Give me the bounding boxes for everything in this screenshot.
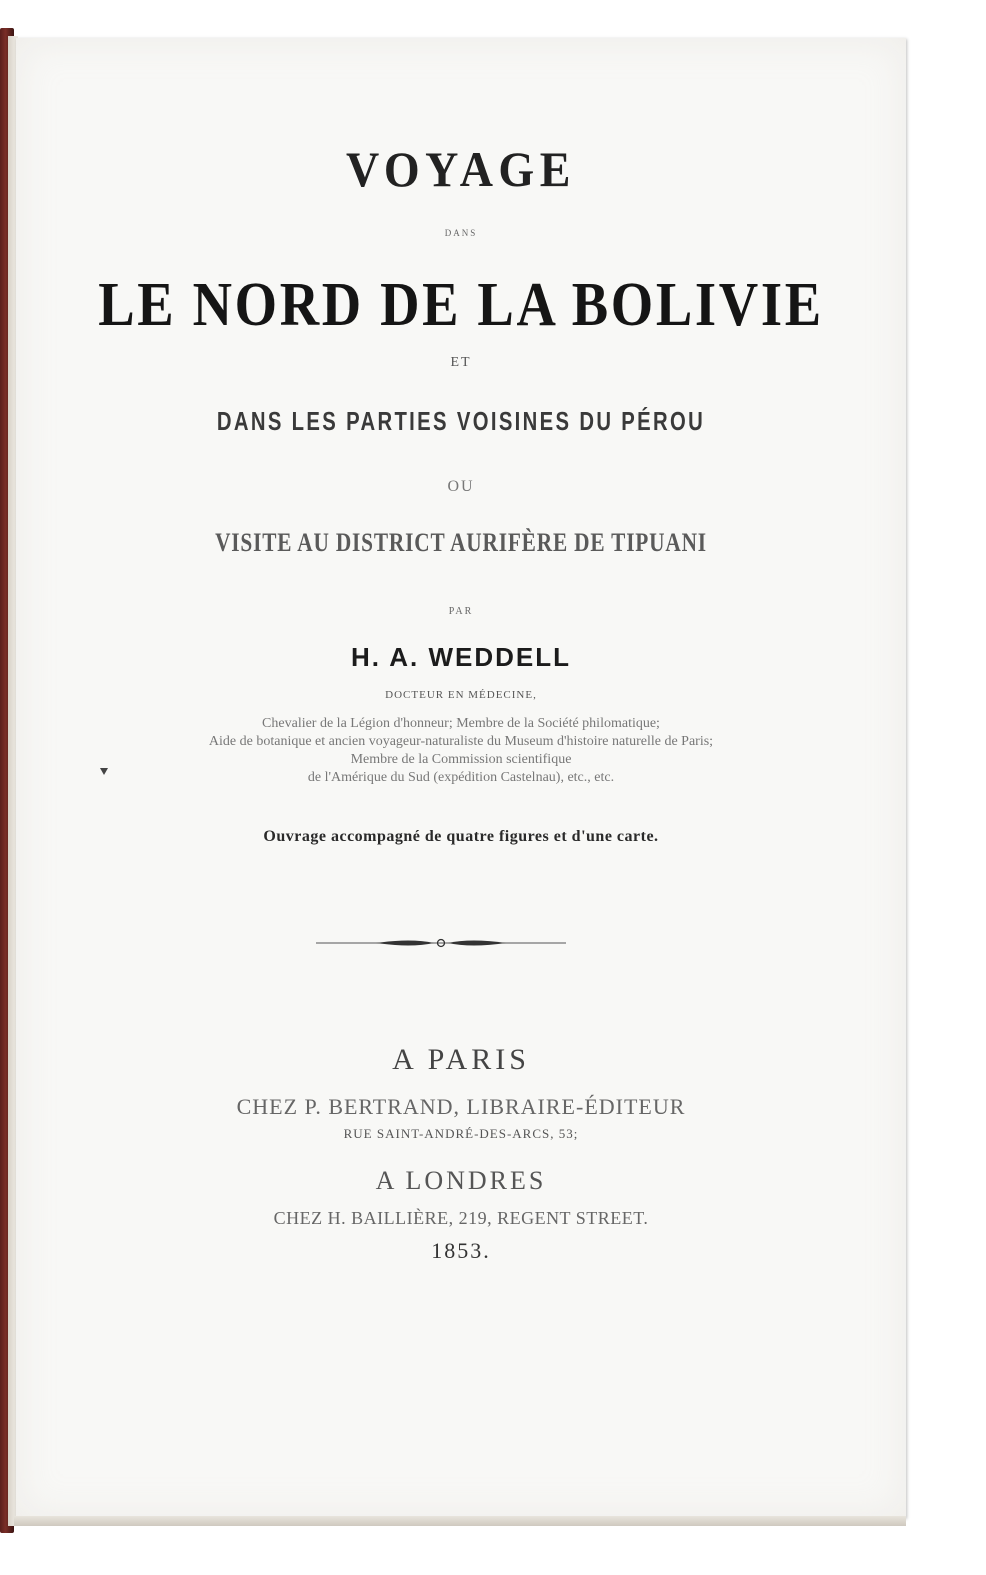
imprint-city-london: A LONDRES — [375, 1166, 547, 1195]
imprint-city-paris: A PARIS — [392, 1043, 530, 1076]
divider-ornament-icon — [316, 936, 566, 950]
author-name: H. A. WEDDELL — [350, 642, 572, 672]
title-page — [16, 38, 906, 1518]
author-credential: Chevalier de la Légion d'honneur; Membre de la Société philomatique; — [262, 716, 660, 731]
connector-dans: dans — [444, 224, 478, 239]
imprint-publisher-london: CHEZ H. BAILLIÈRE, 219, REGENT STREET. — [273, 1208, 649, 1228]
connector-par: par — [448, 603, 474, 618]
author-degree: DOCTEUR EN MÉDECINE, — [385, 689, 537, 701]
imprint-publisher-paris: CHEZ P. BERTRAND, LIBRAIRE-ÉDITEUR — [236, 1094, 686, 1119]
page-bottom-edge — [14, 1516, 906, 1526]
book-subtitle: LE NORD DE LA BOLIVIE — [98, 271, 824, 339]
author-credential: Aide de botanique et ancien voyageur-naturaliste du Museum d'histoire naturelle de Paris; — [208, 734, 714, 749]
author-credential: de l'Amérique du Sud (expédition Castelnau), etc., etc. — [307, 770, 615, 785]
imprint-year: 1853. — [431, 1238, 491, 1263]
ink-mark — [100, 768, 108, 775]
author-credential: Membre de la Commission scientifique — [350, 752, 572, 767]
book-title: VOYAGE — [346, 141, 576, 197]
work-note: Ouvrage accompagné de quatre figures et d'une carte. — [263, 828, 659, 845]
connector-et: ET — [450, 355, 472, 370]
book-subtitle-2: DANS LES PARTIES VOISINES DU PÉROU — [216, 406, 706, 436]
imprint-address-paris: RUE SAINT-ANDRÉ-DES-ARCS, 53; — [343, 1126, 579, 1141]
connector-ou: OU — [447, 478, 475, 495]
alternate-title: VISITE AU DISTRICT AURIFÈRE DE TIPUANI — [215, 528, 707, 557]
